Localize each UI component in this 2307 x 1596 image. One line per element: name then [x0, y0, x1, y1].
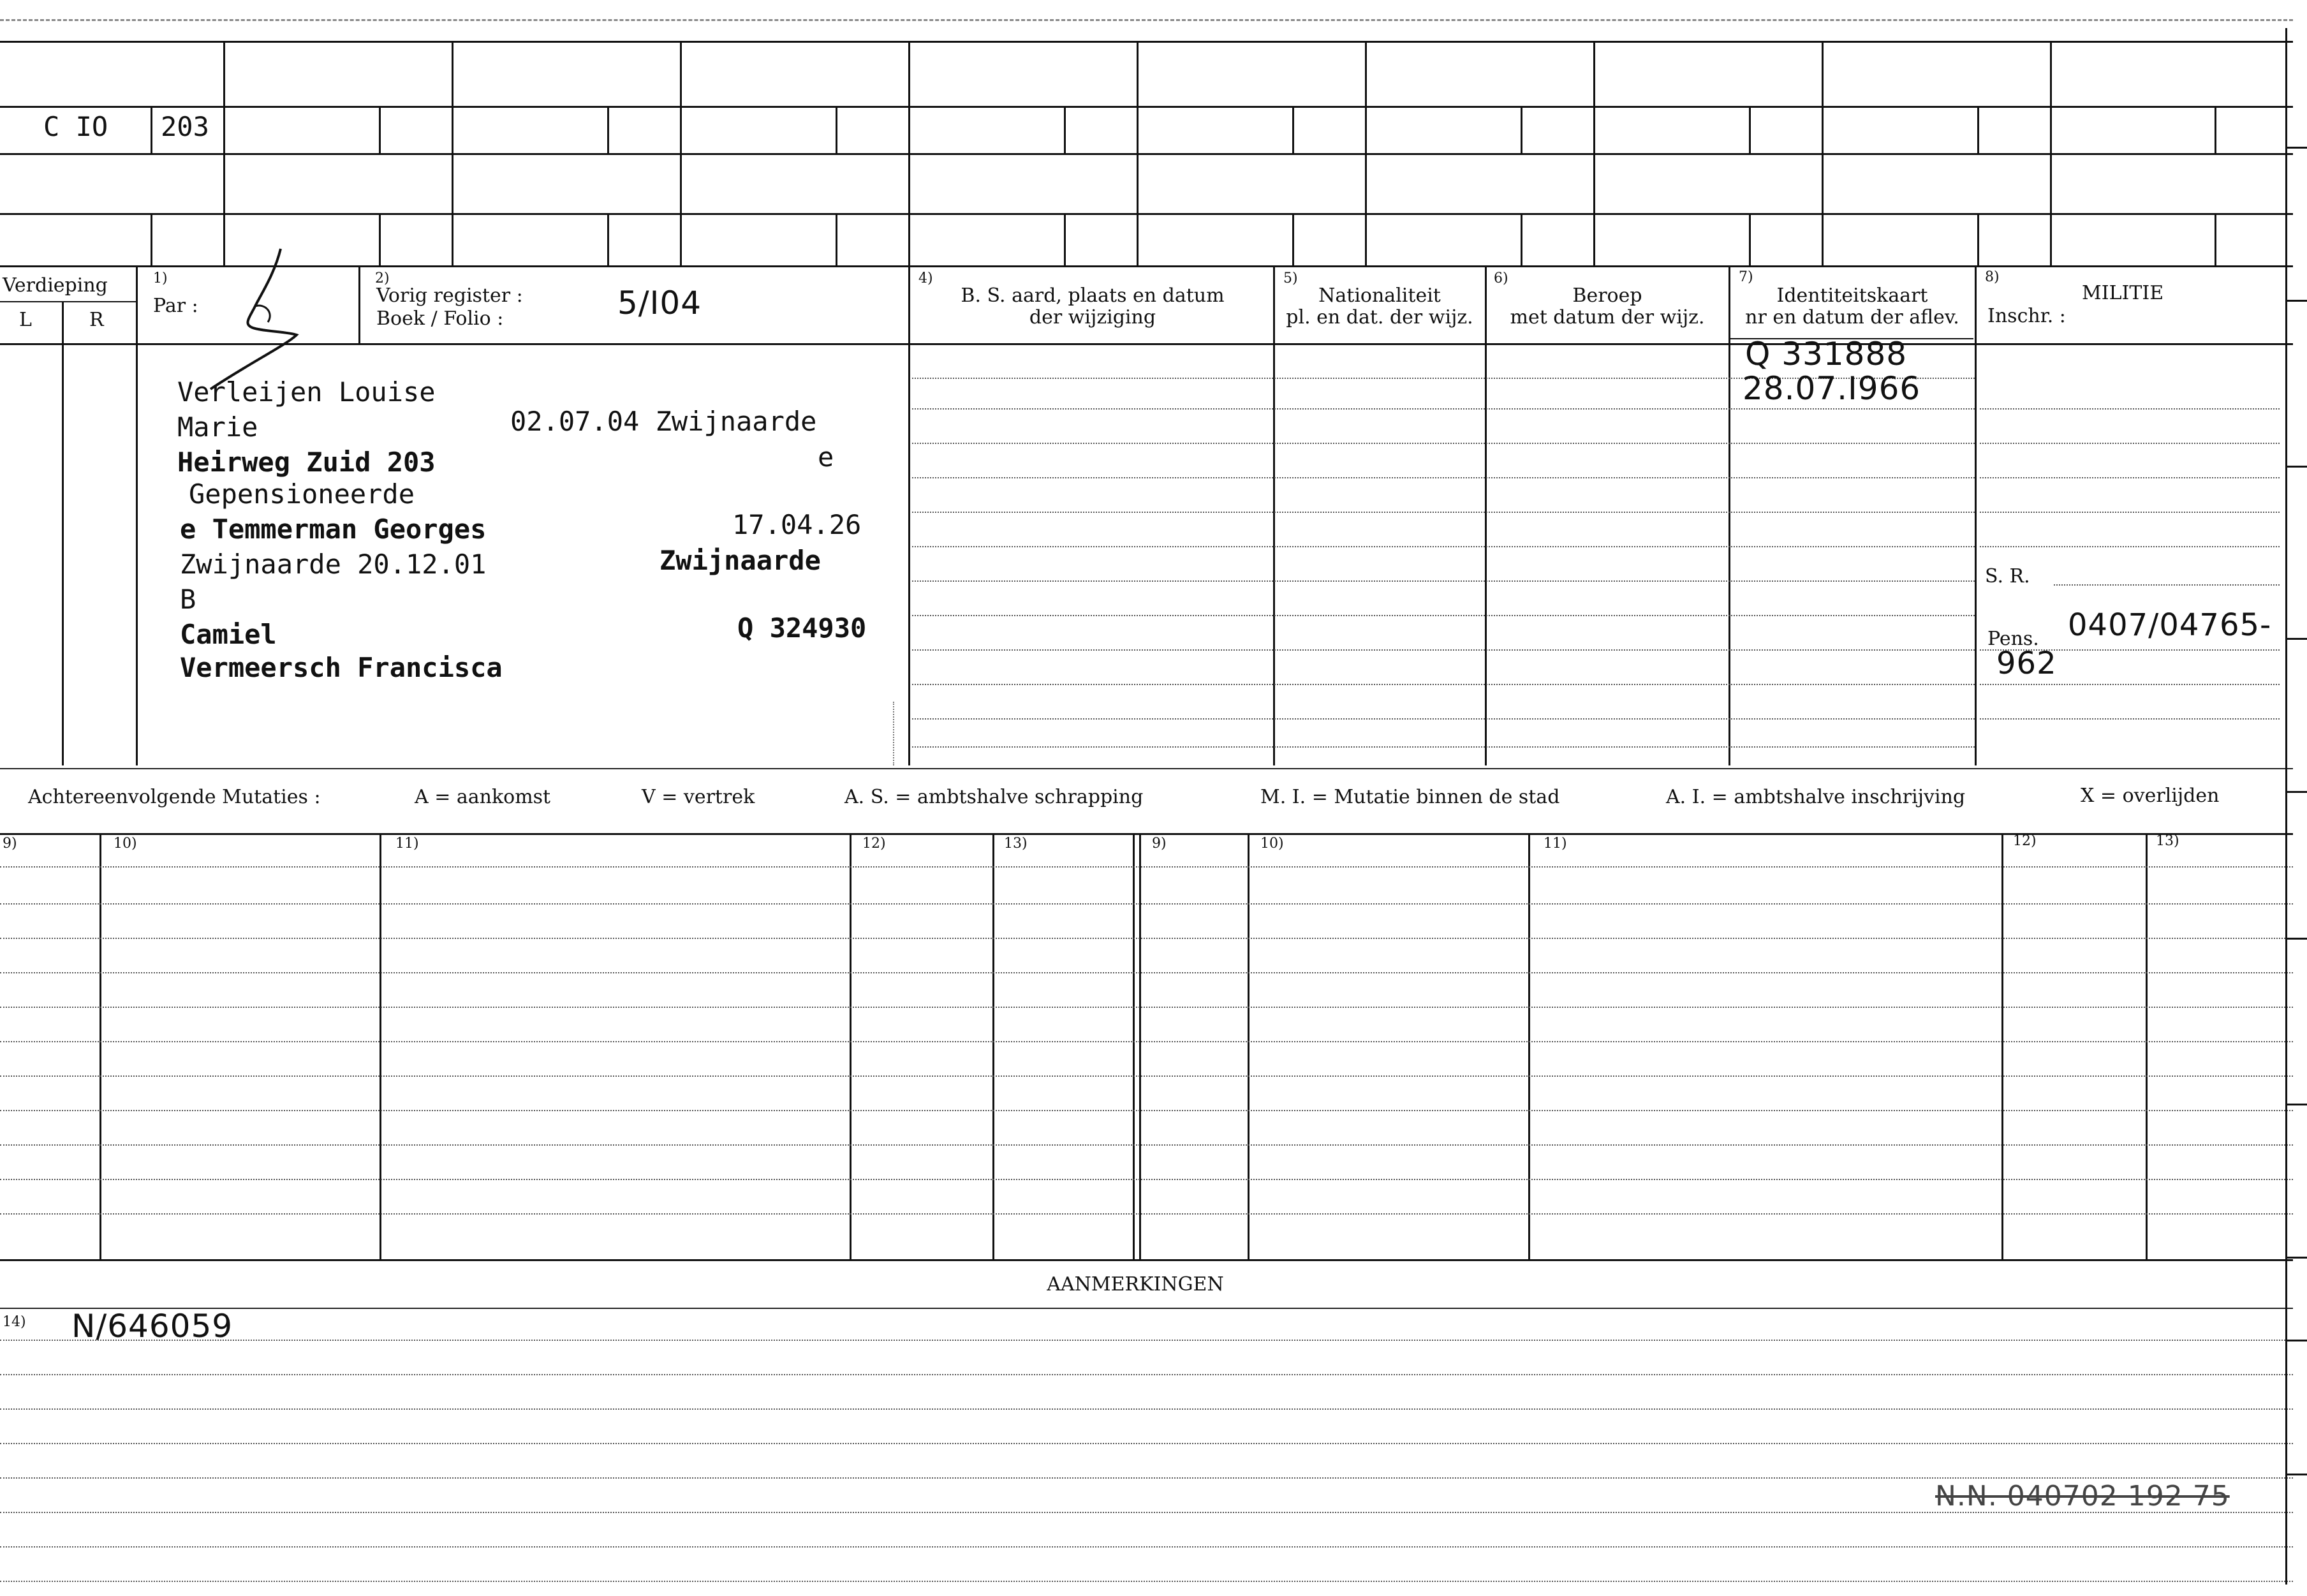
mutaties-title: Achtereenvolgende Mutaties :	[28, 786, 321, 808]
sr-label: S. R.	[1985, 565, 2030, 587]
father-name: Camiel	[180, 619, 277, 650]
pens-number: 0407/04765-	[2068, 607, 2272, 643]
beroep-header-line2: met datum der wijz.	[1510, 306, 1705, 329]
vorig-register-value: 5/I04	[617, 284, 702, 321]
occupation: Gepensioneerde	[189, 478, 415, 510]
inschr-label: Inschr. :	[1987, 305, 2066, 327]
identiteitskaart-header-line2: nr en datum der aflev.	[1745, 306, 1959, 329]
bs-header-line2: der wijziging	[1029, 306, 1156, 329]
mut-left-col-11: 11)	[395, 836, 419, 852]
col-2-number: 2)	[375, 270, 390, 286]
aanmerkingen-reference: N/646059	[71, 1308, 233, 1345]
verdieping-label: Verdieping	[3, 274, 108, 297]
legend-overlijden: X = overlijden	[2081, 785, 2220, 807]
person-name: Verleijen Louise	[177, 376, 436, 408]
pens-label: Pens.	[1987, 628, 2039, 650]
pens-number-continued: 962	[1996, 646, 2057, 681]
legend-aankomst: A = aankomst	[415, 786, 551, 808]
spouse-name: e Temmerman Georges	[180, 514, 487, 545]
col-8-number: 8)	[1985, 269, 2000, 285]
address: Heirweg Zuid 203	[177, 447, 436, 478]
mut-left-col-9: 9)	[3, 836, 17, 852]
spouse-place: Zwijnaarde	[660, 545, 821, 576]
mut-right-col-13: 13)	[2156, 833, 2179, 849]
birth-date-place: 02.07.04 Zwijnaarde	[510, 406, 817, 437]
handwritten-initial-mark	[185, 242, 306, 395]
mut-right-col-10: 10)	[1260, 836, 1284, 852]
col-7-number: 7)	[1739, 269, 1753, 285]
mut-right-col-9: 9)	[1152, 836, 1167, 852]
col-6-number: 6)	[1494, 270, 1508, 286]
col-4-number: 4)	[918, 270, 933, 286]
col-5-number: 5)	[1283, 270, 1298, 286]
person-given-names: Marie	[177, 411, 258, 443]
legend-vertrek: V = vertrek	[642, 786, 755, 808]
id-number-typed: Q 324930	[737, 612, 867, 644]
mut-right-col-11: 11)	[1544, 836, 1567, 852]
mut-left-col-12: 12)	[862, 836, 886, 852]
id-card-date: 28.07.I966	[1743, 370, 1921, 407]
code-number: 203	[161, 111, 209, 142]
nationaliteit-header-line2: pl. en dat. der wijz.	[1286, 306, 1473, 329]
vorig-register-label: Vorig register :	[376, 284, 523, 307]
mut-left-col-13: 13)	[1004, 836, 1028, 852]
verdieping-l-label: L	[19, 309, 32, 331]
col-14-number: 14)	[3, 1314, 26, 1330]
spouse-birth: Zwijnaarde 20.12.01	[180, 549, 487, 580]
legend-ambtshalve-schrapping: A. S. = ambtshalve schrapping	[844, 786, 1144, 808]
mother-name: Vermeersch Francisca	[180, 652, 503, 683]
par-label: Par :	[153, 295, 198, 317]
legend-mutatie-binnen-stad: M. I. = Mutatie binnen de stad	[1260, 786, 1560, 808]
status-code: B	[180, 584, 196, 615]
spouse-date: 17.04.26	[732, 509, 862, 540]
col-1-number: 1)	[153, 270, 168, 286]
top-edge-line	[0, 19, 2293, 21]
right-border-line	[2285, 28, 2287, 1585]
bs-header-line1: B. S. aard, plaats en datum	[961, 284, 1225, 307]
aanmerkingen-title: AANMERKINGEN	[1047, 1273, 1224, 1296]
national-number-struck: N.N. 040702 192 75	[1935, 1480, 2230, 1512]
address-e-mark: e	[818, 441, 834, 473]
legend-ambtshalve-inschrijving: A. I. = ambtshalve inschrijving	[1666, 786, 1966, 808]
id-card-number: Q 331888	[1745, 336, 1908, 373]
militie-header: MILITIE	[2082, 282, 2164, 304]
mut-left-col-10: 10)	[114, 836, 137, 852]
code-letter: C IO	[43, 111, 108, 142]
boek-folio-label: Boek / Folio :	[376, 307, 504, 330]
identiteitskaart-header-line1: Identiteitskaart	[1776, 284, 1928, 307]
beroep-header-line1: Beroep	[1572, 284, 1642, 307]
mut-right-col-12: 12)	[2013, 833, 2037, 849]
verdieping-r-label: R	[89, 309, 104, 331]
nationaliteit-header-line1: Nationaliteit	[1318, 284, 1441, 307]
